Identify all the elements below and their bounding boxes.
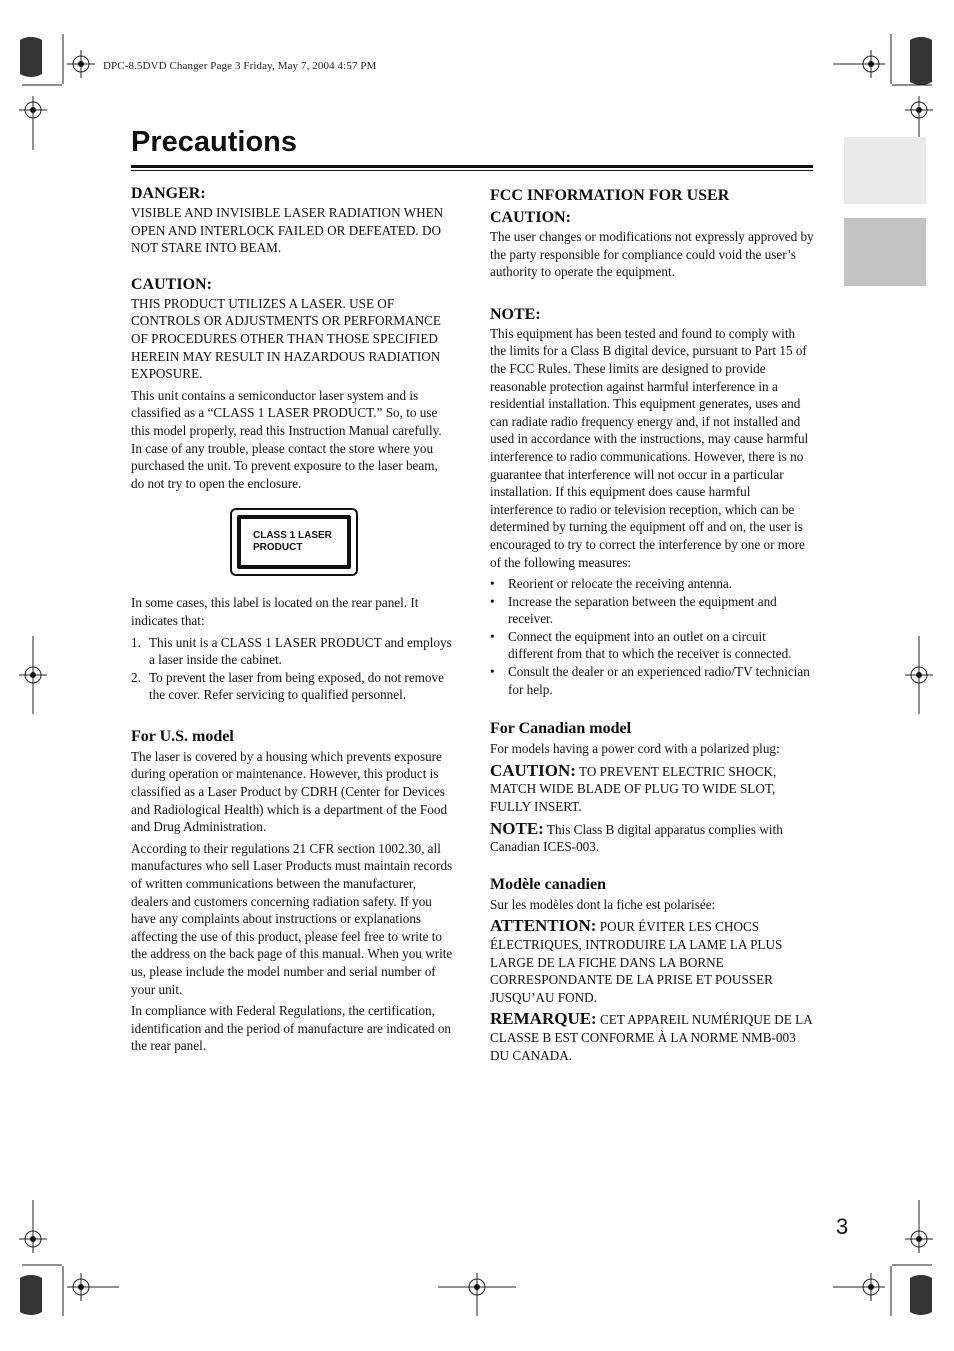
danger-section: [131, 184, 454, 257]
attention-paragraph: [490, 917, 814, 1006]
caution-heading: CAUTION:: [131, 275, 212, 293]
remarque-text: CET APPAREIL NUMÉRIQUE DE LA CLASSE B EST CONFORME À LA NORME NMB-003 DU CANADA.: [490, 1012, 813, 1063]
list-item: [490, 663, 814, 698]
bullet: •: [490, 628, 495, 644]
list-item: [131, 634, 454, 669]
us-model-section: [131, 726, 454, 1055]
canadian-heading: For Canadian model: [490, 720, 632, 738]
chapter-tab-dark: [844, 218, 926, 286]
note-heading: NOTE:: [490, 305, 541, 323]
list-item: [131, 669, 454, 704]
caution-body: This unit contains a semiconductor laser system and is classified as a “CLASS 1 LASER PRODUCT.” So, to use this model properly, read this Instruction Manual carefully. In case of any trouble, please contact the store where you purchased the unit. To prevent exposure to the laser beam, do not try to open the enclosure.: [131, 387, 442, 491]
canadian-caution-head: CAUTION:: [490, 760, 576, 780]
remarque-paragraph: [490, 1010, 814, 1064]
chapter-tab-light: [844, 137, 926, 204]
fcc-heading: FCC INFORMATION FOR USER: [490, 187, 730, 204]
label-line-1: CLASS 1 LASER: [253, 530, 332, 542]
label-note: In some cases, this label is located on the rear panel. It indicates that:: [131, 595, 419, 628]
canadian-note-head: NOTE:: [490, 818, 544, 838]
attention-text: POUR ÉVITER LES CHOCS ÉLECTRIQUES, INTRODUIRE LA LAME LA PLUS LARGE DE LA FICHE DANS LA BORNE CORRESPONDANTE DE LA PRISE ET POUSSER JUSQU’AU FOND.: [490, 919, 783, 1005]
note-text: This equipment has been tested and found to comply with the limits for a Class B digital device, pursuant to Part 15 of the FCC Rules. These limits are designed to provide reasonable protection against harmful interference in a residential installation. This equipment generates, uses and can radiate radio frequency energy and, if not installed and used in accordance with the instructions, may cause harmful interference to radio communications. However, there is no guarantee that interference will not occur in a particular installation. If this equipment does cause harmful interference to radio or television reception, which can be determined by turning the equipment off and on, the user is encouraged to try to correct the interference by one or more of the following measures:: [490, 325, 809, 570]
class1-laser-label: [230, 508, 358, 576]
caution-section: [131, 275, 454, 493]
us-model-heading: For U.S. model: [131, 727, 234, 745]
page-title: Precautions: [131, 126, 297, 158]
us-paragraph-3: In compliance with Federal Regulations, the certification, identification and the period of manufacture are indicated on the rear panel.: [131, 1003, 452, 1054]
attention-head: ATTENTION:: [490, 916, 597, 936]
fcc-section: [490, 184, 814, 281]
class1-laser-label-inner: [237, 515, 351, 569]
canadian-note-text: This Class B digital apparatus complies with Canadian ICES-003.: [490, 821, 783, 855]
bullet: •: [490, 664, 495, 680]
list-item: [490, 593, 814, 628]
list-text: Increase the separation between the equipment and receiver.: [508, 593, 777, 627]
canadian-model-section: [490, 718, 814, 856]
list-item: [490, 575, 814, 593]
page-number: 3: [836, 1214, 849, 1239]
caution-text: THIS PRODUCT UTILIZES A LASER. USE OF CONTROLS OR ADJUSTMENTS OR PERFORMANCE OF PROCEDURES OTHER THAN THOSE SPECIFIED HEREIN MAY RESULT IN HAZARDOUS RADIATION EXPOSURE.: [131, 295, 441, 382]
bullet: •: [490, 576, 495, 592]
danger-text: VISIBLE AND INVISIBLE LASER RADIATION WHEN OPEN AND INTERLOCK FAILED OR DEFEATED. DO NOT STARE INTO BEAM.: [131, 205, 444, 256]
list-text: Reorient or relocate the receiving antenna.: [508, 576, 733, 592]
canadian-caution: [490, 762, 814, 816]
modele-canadien-intro: Sur les modèles dont la fiche est polarisée:: [490, 896, 716, 912]
list-text: To prevent the laser from being exposed, do not remove the cover. Refer servicing to qualified personnel.: [149, 669, 444, 703]
list-number: 2.: [131, 669, 141, 685]
us-paragraph-2: According to their regulations 21 CFR section 1002.30, all manufactures who sell Laser Products must maintain records of written communications between the manufacturer, dealers and customers concerning radiation safety. If you have any complaints about instructions or explanations affecting the use of this product, please feel free to write to the address on the back page of this manual. When you write us, please include the model number and serial number of your unit.: [131, 840, 453, 997]
left-column: [131, 184, 454, 1059]
us-paragraph-1: The laser is covered by a housing which prevents exposure during operation or maintenance. However, this product is classified as a Laser Product by CDRH (Center for Devices and Radiological Health) which is a department of the Food and Drug Administration.: [131, 748, 448, 835]
bullet: •: [490, 593, 495, 609]
right-column: [490, 184, 814, 1068]
canadian-note: [490, 820, 814, 856]
modele-canadien-heading: Modèle canadien: [490, 875, 606, 893]
list-number: 1.: [131, 634, 141, 650]
list-text: This unit is a CLASS 1 LASER PRODUCT and employs a laser inside the cabinet.: [149, 634, 452, 668]
list-item: [490, 628, 814, 663]
canadian-caution-text: TO PREVENT ELECTRIC SHOCK, MATCH WIDE BLADE OF PLUG TO WIDE SLOT, FULLY INSERT.: [490, 763, 777, 815]
label-meaning-list: [131, 634, 454, 704]
title-rule-thick: [131, 165, 813, 168]
list-text: Connect the equipment into an outlet on a circuit different from that to which the receiver is connected.: [508, 628, 792, 662]
list-text: Consult the dealer or an experienced radio/TV technician for help.: [508, 664, 810, 697]
modele-canadien-section: [490, 874, 814, 1064]
title-rule-thin: [131, 170, 813, 171]
fcc-measures-list: [490, 575, 814, 698]
print-slug: DPC-8.5DVD Changer Page 3 Friday, May 7, 2004 4:57 PM: [103, 60, 377, 72]
note-section: [490, 305, 814, 698]
canadian-intro: For models having a power cord with a polarized plug:: [490, 741, 780, 757]
remarque-head: REMARQUE:: [490, 1009, 597, 1029]
danger-heading: DANGER:: [131, 185, 206, 202]
label-line-2: PRODUCT: [253, 542, 303, 554]
fcc-caution-text: The user changes or modifications not expressly approved by the party responsible for compliance could void the user’s authority to operate the equipment.: [490, 229, 814, 280]
fcc-caution-heading: CAUTION:: [490, 209, 571, 226]
